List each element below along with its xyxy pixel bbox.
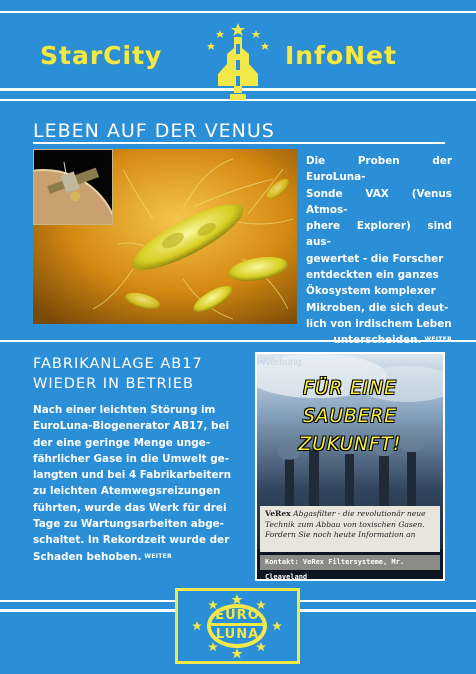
article-fabrik-title-line1: FABRIKANLAGE AB17 — [33, 356, 203, 372]
article-fabrik-more-link[interactable]: WEITER — [144, 552, 172, 560]
ad-headline-2: SAUBERE — [303, 406, 397, 427]
article-fabrik-line: Tage zu Wartungsarbeiten abge- — [33, 518, 224, 531]
article-venus-line: Mikroben, die sich deut- — [306, 301, 449, 314]
euroluna-logo-text-2: LUNA — [215, 627, 260, 642]
ad-text-line: Technik zum Abbau von toxischen Gasen. — [265, 519, 425, 529]
ad-text-box — [260, 506, 440, 552]
article-venus-line: phere Explorer) sind aus- — [306, 220, 452, 249]
article-fabrik-line: fährlicher Gase in die Umwelt ge- — [33, 452, 230, 465]
starcity-logo-icon — [203, 20, 273, 102]
ad-headline-1: FÜR EINE — [303, 378, 397, 399]
header-line-top — [0, 11, 476, 13]
article-venus-line: Ökosystem komplexer — [306, 285, 436, 298]
article-venus-line: Die Proben der EuroLuna- — [306, 155, 452, 184]
article-fabrik-line: zu leichten Atemwegsreizungen — [33, 485, 221, 498]
ad-text-line: Abgasfilter - die revolutionär neue — [290, 509, 426, 518]
article-fabrik-line: Schaden behoben. — [33, 550, 142, 563]
site-title-left: StarCity — [40, 41, 163, 70]
article-fabrik-text — [33, 402, 233, 565]
ad-headline-3: ZUKUNFT! — [298, 434, 402, 455]
microbe-image — [33, 149, 297, 324]
article-fabrik-line: langten und bei 4 Fabrikarbeitern — [33, 469, 232, 482]
article-fabrik-title-line2: WIEDER IN BETRIEB — [33, 376, 194, 392]
article-fabrik-line: führten, wurde das Werk für drei — [33, 501, 227, 514]
advertisement[interactable] — [255, 352, 445, 581]
ad-text-line: Fordern Sie noch heute Information an — [265, 530, 416, 539]
site-title-right: InfoNet — [285, 41, 397, 70]
euroluna-logo — [175, 588, 300, 664]
ad-label: Werbung — [261, 357, 302, 368]
ad-brand: VeRex — [265, 509, 291, 518]
article-venus-line: lich von irdischem Leben — [306, 317, 452, 330]
article-venus-rule — [33, 142, 445, 144]
article-venus-title: LEBEN AUF DER VENUS — [33, 120, 275, 142]
ad-contact: Kontakt: VeRex Filtersysteme, Mr. Cleaveland — [260, 555, 440, 570]
article-fabrik-line: Nach einer leichten Störung im — [33, 404, 216, 416]
article-venus-line: gewertet - die Forscher — [306, 252, 444, 265]
article-fabrik-line: EuroLuna-Biogenerator AB17, bei — [33, 420, 230, 433]
article-venus-line: Sonde VAX (Venus Atmos- — [306, 187, 452, 216]
article-fabrik-line: der eine geringe Menge unge- — [33, 436, 211, 449]
euroluna-logo-icon — [175, 588, 300, 664]
article-venus-line: entdeckten ein ganzes — [306, 269, 439, 282]
article-venus-text — [306, 153, 452, 349]
article-divider — [0, 340, 476, 342]
venus-probe-inset — [33, 149, 113, 225]
euroluna-logo-text-1: EURO — [215, 608, 260, 623]
article-fabrik-line: schaltet. In Rekordzeit wurde der — [33, 534, 230, 547]
ad-text — [260, 506, 440, 544]
